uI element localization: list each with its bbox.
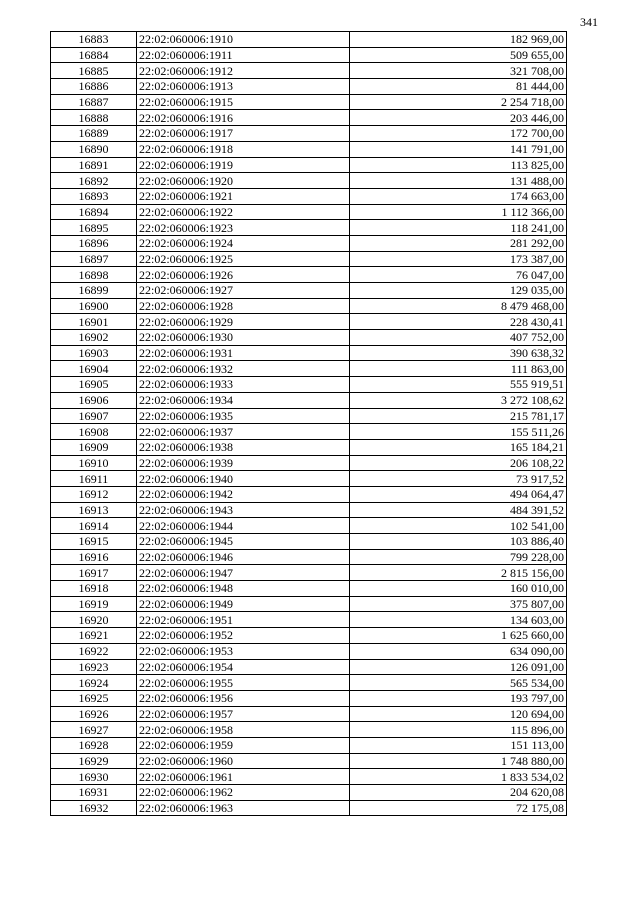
row-number-cell: 16897 (51, 251, 137, 267)
table-row (51, 785, 567, 801)
row-number-cell: 16887 (51, 94, 137, 110)
table-row (51, 534, 567, 550)
table-row (51, 675, 567, 691)
table-row (51, 283, 567, 299)
cadastral-number-cell: 22:02:060006:1942 (137, 486, 350, 502)
table-row (51, 110, 567, 126)
row-number-cell: 16904 (51, 361, 137, 377)
table-row (51, 267, 567, 283)
cadastral-number-cell: 22:02:060006:1954 (137, 659, 350, 675)
cadastral-number-cell: 22:02:060006:1931 (137, 345, 350, 361)
cadastral-value-cell: 141 791,00 (350, 141, 567, 157)
cadastral-value-cell: 76 047,00 (350, 267, 567, 283)
cadastral-value-cell: 1 833 534,02 (350, 769, 567, 785)
cadastral-value-cell: 215 781,17 (350, 408, 567, 424)
cadastral-value-cell: 174 663,00 (350, 188, 567, 204)
table-row (51, 157, 567, 173)
table-row (51, 298, 567, 314)
cadastral-value-cell: 565 534,00 (350, 675, 567, 691)
cadastral-number-cell: 22:02:060006:1923 (137, 220, 350, 236)
row-number-cell: 16885 (51, 63, 137, 79)
row-number-cell: 16890 (51, 141, 137, 157)
cadastral-number-cell: 22:02:060006:1918 (137, 141, 350, 157)
cadastral-value-cell: 206 108,22 (350, 455, 567, 471)
cadastral-value-cell: 1 748 880,00 (350, 753, 567, 769)
cadastral-value-cell: 172 700,00 (350, 126, 567, 142)
table-row (51, 628, 567, 644)
row-number-cell: 16927 (51, 722, 137, 738)
row-number-cell: 16891 (51, 157, 137, 173)
cadastral-number-cell: 22:02:060006:1928 (137, 298, 350, 314)
table-row (51, 502, 567, 518)
row-number-cell: 16902 (51, 330, 137, 346)
row-number-cell: 16888 (51, 110, 137, 126)
table-row (51, 596, 567, 612)
cadastral-value-cell: 1 625 660,00 (350, 628, 567, 644)
row-number-cell: 16895 (51, 220, 137, 236)
cadastral-value-cell: 120 694,00 (350, 706, 567, 722)
cadastral-number-cell: 22:02:060006:1934 (137, 392, 350, 408)
row-number-cell: 16930 (51, 769, 137, 785)
cadastral-number-cell: 22:02:060006:1963 (137, 800, 350, 816)
cadastral-value-cell: 193 797,00 (350, 690, 567, 706)
cadastral-number-cell: 22:02:060006:1917 (137, 126, 350, 142)
row-number-cell: 16906 (51, 392, 137, 408)
cadastral-number-cell: 22:02:060006:1913 (137, 79, 350, 95)
cadastral-value-cell: 134 603,00 (350, 612, 567, 628)
cadastral-value-cell: 115 896,00 (350, 722, 567, 738)
table-row (51, 424, 567, 440)
row-number-cell: 16926 (51, 706, 137, 722)
table-row (51, 377, 567, 393)
cadastral-value-cell: 2 815 156,00 (350, 565, 567, 581)
cadastral-number-cell: 22:02:060006:1930 (137, 330, 350, 346)
cadastral-number-cell: 22:02:060006:1926 (137, 267, 350, 283)
cadastral-value-cell: 390 638,32 (350, 345, 567, 361)
cadastral-value-cell: 102 541,00 (350, 518, 567, 534)
cadastral-number-cell: 22:02:060006:1960 (137, 753, 350, 769)
cadastral-number-cell: 22:02:060006:1919 (137, 157, 350, 173)
cadastral-number-cell: 22:02:060006:1938 (137, 439, 350, 455)
row-number-cell: 16915 (51, 534, 137, 550)
cadastral-value-cell: 203 446,00 (350, 110, 567, 126)
cadastral-number-cell: 22:02:060006:1946 (137, 549, 350, 565)
cadastral-value-cell: 165 184,21 (350, 439, 567, 455)
cadastral-number-cell: 22:02:060006:1945 (137, 534, 350, 550)
table-row (51, 32, 567, 48)
cadastral-number-cell: 22:02:060006:1939 (137, 455, 350, 471)
row-number-cell: 16922 (51, 643, 137, 659)
table-row (51, 800, 567, 816)
cadastral-value-cell: 1 112 366,00 (350, 204, 567, 220)
cadastral-number-cell: 22:02:060006:1912 (137, 63, 350, 79)
cadastral-value-cell: 103 886,40 (350, 534, 567, 550)
row-number-cell: 16908 (51, 424, 137, 440)
row-number-cell: 16925 (51, 690, 137, 706)
table-row (51, 173, 567, 189)
row-number-cell: 16893 (51, 188, 137, 204)
cadastral-number-cell: 22:02:060006:1932 (137, 361, 350, 377)
cadastral-number-cell: 22:02:060006:1951 (137, 612, 350, 628)
cadastral-number-cell: 22:02:060006:1929 (137, 314, 350, 330)
table-row (51, 314, 567, 330)
row-number-cell: 16900 (51, 298, 137, 314)
cadastral-value-cell: 634 090,00 (350, 643, 567, 659)
row-number-cell: 16910 (51, 455, 137, 471)
cadastral-value-cell: 111 863,00 (350, 361, 567, 377)
row-number-cell: 16907 (51, 408, 137, 424)
table-row (51, 643, 567, 659)
cadastral-value-cell: 228 430,41 (350, 314, 567, 330)
table-row (51, 330, 567, 346)
table-row (51, 94, 567, 110)
cadastral-value-cell: 151 113,00 (350, 737, 567, 753)
cadastral-number-cell: 22:02:060006:1922 (137, 204, 350, 220)
cadastral-number-cell: 22:02:060006:1940 (137, 471, 350, 487)
table-row (51, 47, 567, 63)
cadastral-value-cell: 81 444,00 (350, 79, 567, 95)
cadastral-value-cell: 2 254 718,00 (350, 94, 567, 110)
cadastral-number-cell: 22:02:060006:1921 (137, 188, 350, 204)
row-number-cell: 16912 (51, 486, 137, 502)
table-row (51, 439, 567, 455)
table-body (51, 32, 567, 816)
row-number-cell: 16911 (51, 471, 137, 487)
cadastral-number-cell: 22:02:060006:1953 (137, 643, 350, 659)
row-number-cell: 16896 (51, 235, 137, 251)
cadastral-number-cell: 22:02:060006:1916 (137, 110, 350, 126)
cadastral-value-cell: 509 655,00 (350, 47, 567, 63)
cadastral-value-cell: 3 272 108,62 (350, 392, 567, 408)
cadastral-value-cell: 129 035,00 (350, 283, 567, 299)
cadastral-number-cell: 22:02:060006:1915 (137, 94, 350, 110)
table-row (51, 220, 567, 236)
cadastral-number-cell: 22:02:060006:1962 (137, 785, 350, 801)
table-row (51, 549, 567, 565)
row-number-cell: 16923 (51, 659, 137, 675)
table-row (51, 471, 567, 487)
cadastral-number-cell: 22:02:060006:1949 (137, 596, 350, 612)
table-row (51, 235, 567, 251)
cadastral-value-table (50, 31, 567, 816)
row-number-cell: 16931 (51, 785, 137, 801)
row-number-cell: 16932 (51, 800, 137, 816)
cadastral-value-cell: 113 825,00 (350, 157, 567, 173)
cadastral-value-cell: 8 479 468,00 (350, 298, 567, 314)
cadastral-value-cell: 182 969,00 (350, 32, 567, 48)
cadastral-number-cell: 22:02:060006:1943 (137, 502, 350, 518)
cadastral-number-cell: 22:02:060006:1955 (137, 675, 350, 691)
row-number-cell: 16894 (51, 204, 137, 220)
row-number-cell: 16884 (51, 47, 137, 63)
cadastral-number-cell: 22:02:060006:1937 (137, 424, 350, 440)
cadastral-number-cell: 22:02:060006:1910 (137, 32, 350, 48)
table-row (51, 345, 567, 361)
row-number-cell: 16917 (51, 565, 137, 581)
row-number-cell: 16913 (51, 502, 137, 518)
cadastral-value-cell: 484 391,52 (350, 502, 567, 518)
cadastral-number-cell: 22:02:060006:1933 (137, 377, 350, 393)
page-number: 341 (580, 15, 598, 29)
row-number-cell: 16919 (51, 596, 137, 612)
row-number-cell: 16924 (51, 675, 137, 691)
cadastral-number-cell: 22:02:060006:1956 (137, 690, 350, 706)
table-row (51, 690, 567, 706)
cadastral-value-cell: 555 919,51 (350, 377, 567, 393)
table-row (51, 251, 567, 267)
row-number-cell: 16918 (51, 581, 137, 597)
cadastral-value-cell: 799 228,00 (350, 549, 567, 565)
cadastral-number-cell: 22:02:060006:1961 (137, 769, 350, 785)
table-row (51, 769, 567, 785)
cadastral-value-cell: 375 807,00 (350, 596, 567, 612)
cadastral-number-cell: 22:02:060006:1948 (137, 581, 350, 597)
table-row (51, 126, 567, 142)
table-row (51, 753, 567, 769)
table-row (51, 141, 567, 157)
cadastral-number-cell: 22:02:060006:1935 (137, 408, 350, 424)
cadastral-value-cell: 118 241,00 (350, 220, 567, 236)
row-number-cell: 16886 (51, 79, 137, 95)
row-number-cell: 16916 (51, 549, 137, 565)
row-number-cell: 16899 (51, 283, 137, 299)
cadastral-number-cell: 22:02:060006:1911 (137, 47, 350, 63)
row-number-cell: 16929 (51, 753, 137, 769)
table-row (51, 722, 567, 738)
cadastral-number-cell: 22:02:060006:1920 (137, 173, 350, 189)
row-number-cell: 16903 (51, 345, 137, 361)
cadastral-value-cell: 72 175,08 (350, 800, 567, 816)
cadastral-value-cell: 407 752,00 (350, 330, 567, 346)
row-number-cell: 16921 (51, 628, 137, 644)
table-row (51, 486, 567, 502)
table-row (51, 455, 567, 471)
table-row (51, 392, 567, 408)
table-row (51, 518, 567, 534)
table-row (51, 581, 567, 597)
cadastral-value-cell: 126 091,00 (350, 659, 567, 675)
table-row (51, 659, 567, 675)
table-row (51, 361, 567, 377)
cadastral-number-cell: 22:02:060006:1957 (137, 706, 350, 722)
table-row (51, 706, 567, 722)
cadastral-value-cell: 155 511,26 (350, 424, 567, 440)
cadastral-number-cell: 22:02:060006:1925 (137, 251, 350, 267)
table-row (51, 188, 567, 204)
row-number-cell: 16889 (51, 126, 137, 142)
row-number-cell: 16920 (51, 612, 137, 628)
cadastral-number-cell: 22:02:060006:1944 (137, 518, 350, 534)
row-number-cell: 16909 (51, 439, 137, 455)
row-number-cell: 16898 (51, 267, 137, 283)
cadastral-value-cell: 494 064,47 (350, 486, 567, 502)
cadastral-number-cell: 22:02:060006:1958 (137, 722, 350, 738)
cadastral-number-cell: 22:02:060006:1924 (137, 235, 350, 251)
cadastral-number-cell: 22:02:060006:1947 (137, 565, 350, 581)
cadastral-value-cell: 204 620,08 (350, 785, 567, 801)
cadastral-value-cell: 173 387,00 (350, 251, 567, 267)
table-row (51, 79, 567, 95)
row-number-cell: 16883 (51, 32, 137, 48)
table-row (51, 612, 567, 628)
table-row (51, 565, 567, 581)
table-row (51, 204, 567, 220)
cadastral-number-cell: 22:02:060006:1927 (137, 283, 350, 299)
cadastral-value-cell: 131 488,00 (350, 173, 567, 189)
table-row (51, 737, 567, 753)
cadastral-value-cell: 73 917,52 (350, 471, 567, 487)
row-number-cell: 16892 (51, 173, 137, 189)
row-number-cell: 16914 (51, 518, 137, 534)
row-number-cell: 16901 (51, 314, 137, 330)
cadastral-number-cell: 22:02:060006:1952 (137, 628, 350, 644)
table-row (51, 408, 567, 424)
table-row (51, 63, 567, 79)
cadastral-value-cell: 321 708,00 (350, 63, 567, 79)
cadastral-value-cell: 281 292,00 (350, 235, 567, 251)
row-number-cell: 16905 (51, 377, 137, 393)
cadastral-number-cell: 22:02:060006:1959 (137, 737, 350, 753)
cadastral-value-cell: 160 010,00 (350, 581, 567, 597)
row-number-cell: 16928 (51, 737, 137, 753)
